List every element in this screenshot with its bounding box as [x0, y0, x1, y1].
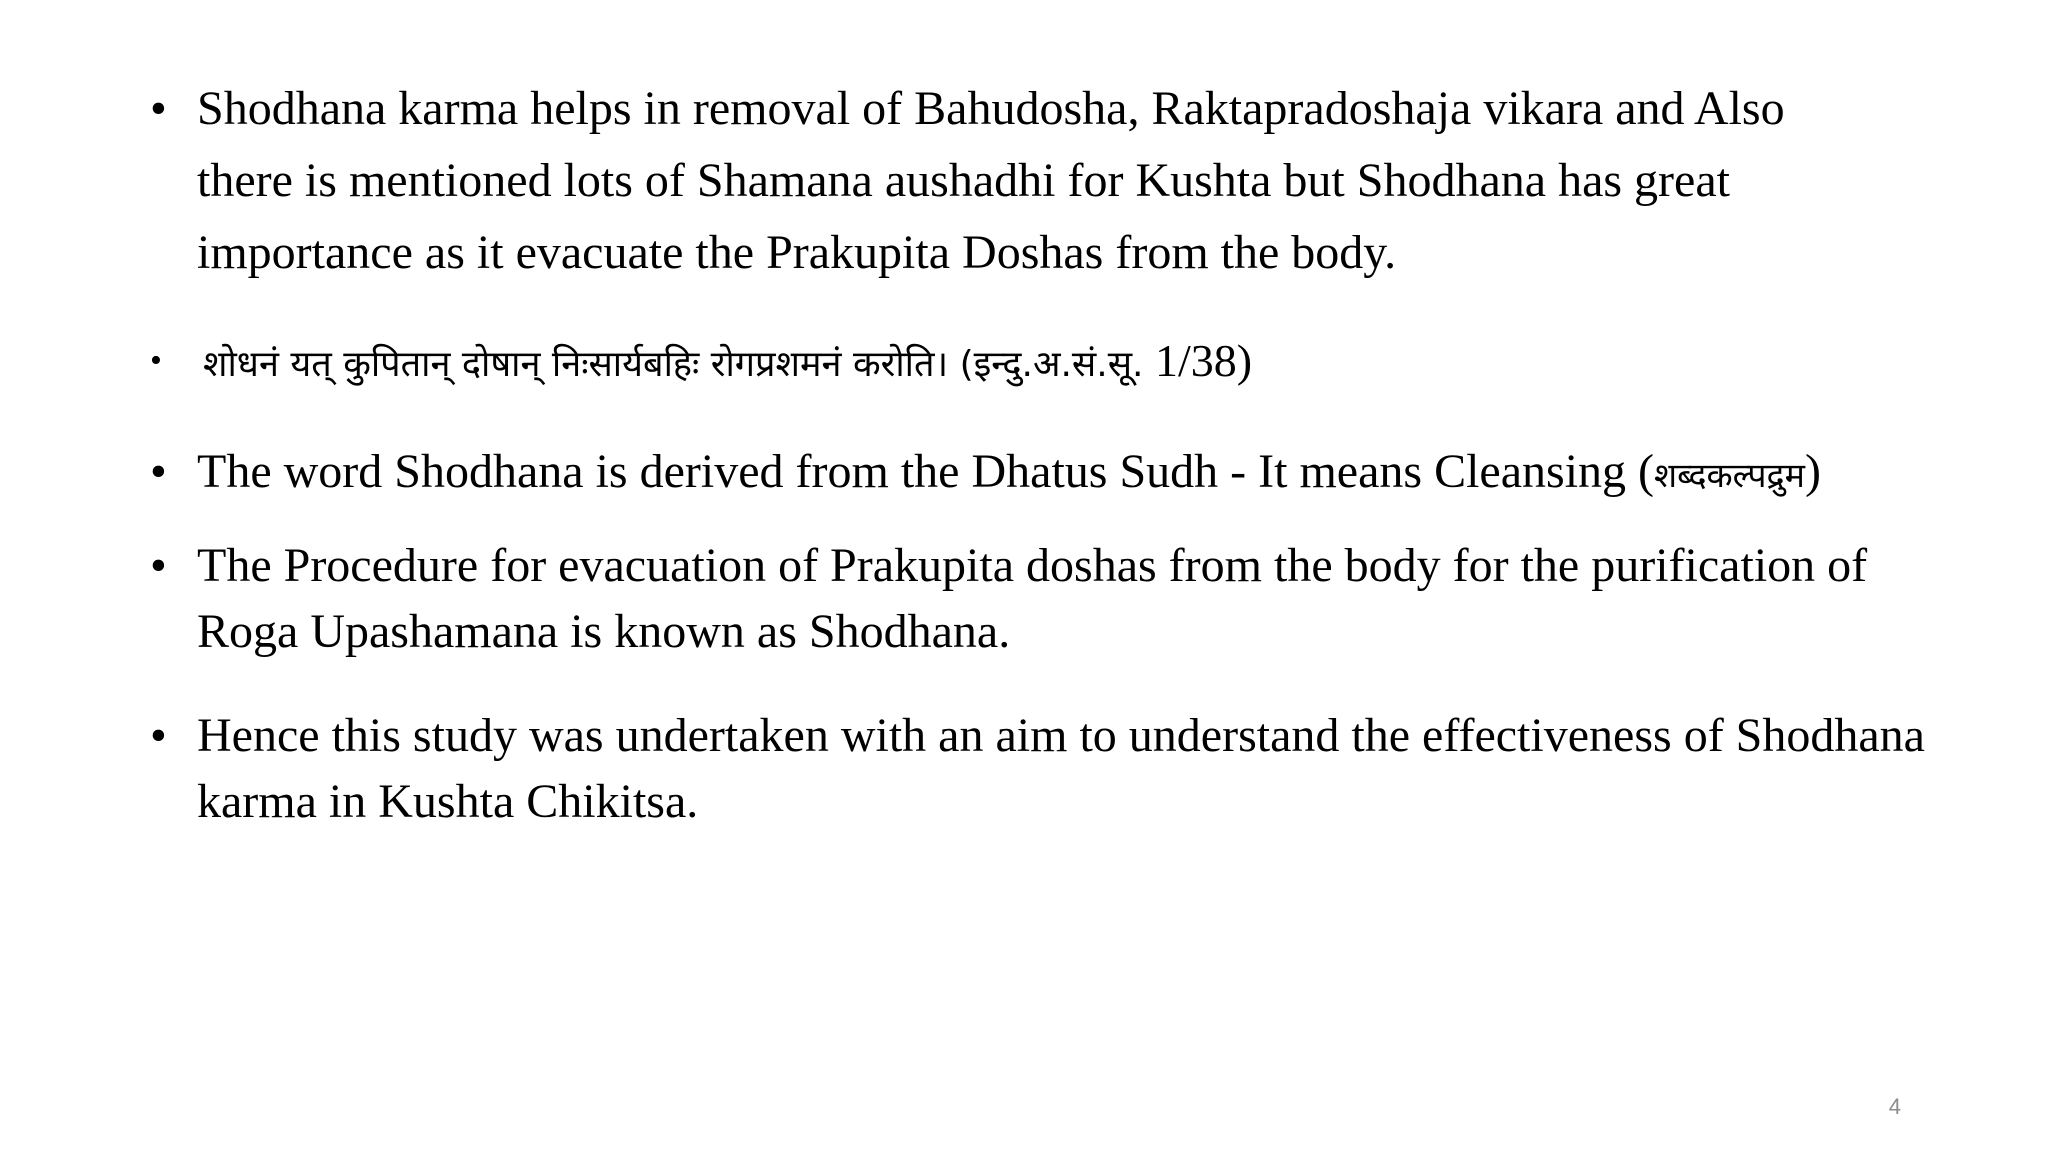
bullet-line: Roga Upashamana is known as Shodhana. [197, 605, 1011, 658]
bullet-line: karma in Kushta Chikitsa. [197, 775, 699, 828]
quote-reference: 1/38) [1154, 335, 1253, 386]
bullet-text [203, 327, 1930, 399]
bullet-point-icon: • [150, 539, 167, 592]
sanskrit-quote: शोधनं यत् कुपितान् दोषान् निःसार्यबहिः रोगप्रशमनं करोति। (इन्दु.अ.सं.सू. [203, 344, 1144, 385]
bullet-line: The Procedure for evacuation of Prakupita doshas from the body for the purification of [197, 539, 1868, 592]
bullet-text [197, 438, 1930, 510]
bullet-point-icon: • [150, 709, 167, 762]
bullet-line: Shodhana karma helps in removal of Bahudosha, Raktapradoshaja vikara and Also [197, 82, 1785, 135]
bullet-point-icon: • [150, 82, 167, 135]
bullet-line: there is mentioned lots of Shamana aushadhi for Kushta but Shodhana has great [197, 154, 1730, 207]
bullet-point-icon: • [150, 342, 162, 379]
bullet-line: importance as it evacuate the Prakupita Doshas from the body. [197, 226, 1397, 279]
bullet-line: Hence this study was undertaken with an aim to understand the effectiveness of Shodhana [197, 709, 1925, 762]
closing-paren: ) [1804, 445, 1821, 498]
bullet-line: The word Shodhana is derived from the Dhatus Sudh - It means Cleansing ( [197, 445, 1655, 498]
sanskrit-term: शब्दकल्पद्रुम [1654, 456, 1805, 496]
bullet-text [197, 533, 1930, 665]
slide-number: 4 [1888, 1094, 1901, 1119]
bullet-text [197, 703, 1930, 835]
bullet-text [197, 73, 1930, 289]
bullet-point-icon: • [150, 445, 167, 498]
